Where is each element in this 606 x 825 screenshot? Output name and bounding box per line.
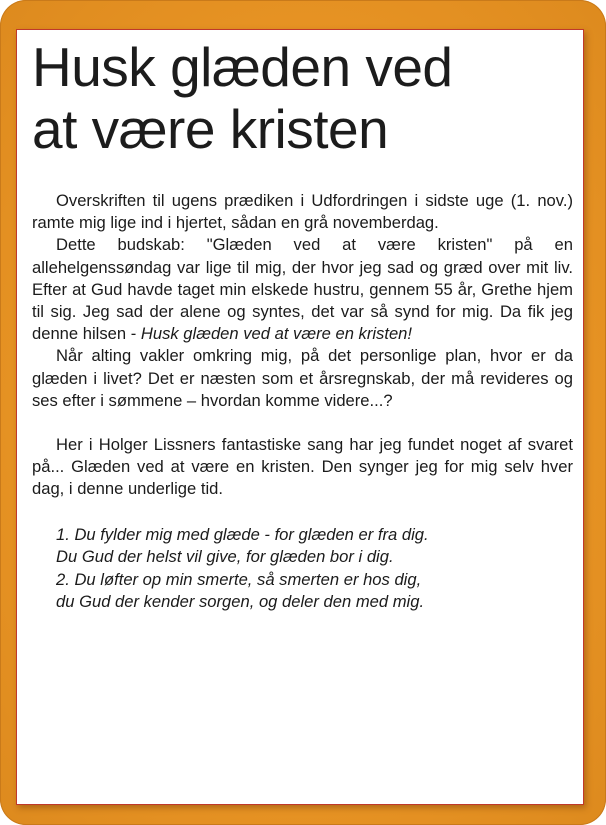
verse-line: du Gud der kender sorgen, og deler den med mig.	[56, 592, 425, 612]
verse-line: 2. Du løfter op min smerte, så smerten er hos dig,	[56, 569, 422, 589]
verse-line: Du Gud der helst vil give, for glæden bor i dig.	[56, 547, 394, 567]
title-line-2: at være kristen	[32, 98, 389, 160]
song-verse	[32, 524, 573, 614]
paragraph-3: Når alting vakler omkring mig, på det personlige plan, hvor er da glæden i livet? Det er næsten som et årsregnskab, der må revideres og ses efter i sømmene – hvordan komme videre...?	[32, 346, 573, 410]
article-title	[32, 36, 573, 160]
paragraph-2-emphasis: Husk glæden ved at være en kristen!	[140, 324, 413, 344]
paragraph-4: Her i Holger Lissners fantastiske sang har jeg fundet noget af svaret på... Glæden ved at være en kristen. Den synger jeg for mig selv hver dag, i denne underlige tid.	[32, 435, 573, 499]
article-card	[16, 29, 584, 805]
verse-line: 1. Du fylder mig med glæde - for glæden er fra dig.	[56, 524, 429, 544]
paragraph-2-text: Dette budskab: "Glæden ved at være kristen" på en allehelgenssøndag var lige til mig, der hvor jeg sad og græd over mit liv. Efter at Gud havde taget min elskede hustru, gennem 55 år, Grethe hjem til sig. Jeg sad der alene og syntes, det var så synd for mig. Da fik jeg denne hilsen -	[32, 235, 573, 344]
paragraph-1: Overskriften til ugens prædiken i Udfordringen i sidste uge (1. nov.) ramte mig lige ind i hjertet, sådan en grå novemberdag.	[32, 191, 573, 233]
article-body	[32, 190, 573, 501]
paragraph-2	[32, 234, 573, 345]
title-line-1: Husk glæden ved	[32, 36, 453, 98]
